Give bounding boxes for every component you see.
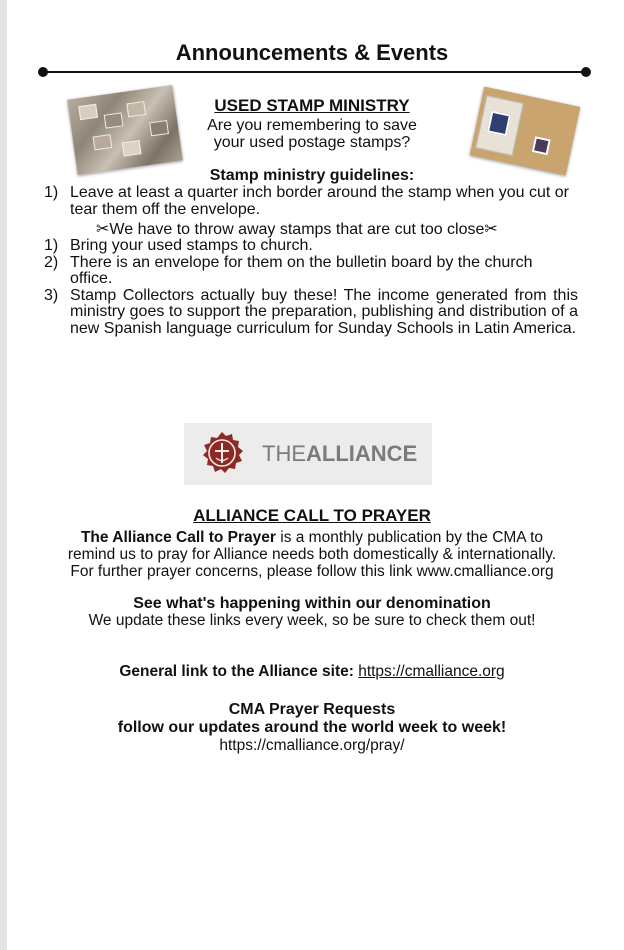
list-number: 2) xyxy=(44,253,59,271)
call-to-prayer-title: The Alliance Call to Prayer xyxy=(80,529,276,546)
denomination-heading: See what's happening within our denomination xyxy=(133,595,491,612)
list-item xyxy=(44,238,578,255)
list-number: 3) xyxy=(44,286,59,304)
call-to-prayer-line1-rest: is a monthly publication by the CMA to xyxy=(275,529,544,546)
cut-warning-note: ✂We have to throw away stamps that are cut too close✂ xyxy=(96,221,498,238)
list-number: 1) xyxy=(44,237,59,254)
alliance-seal-icon xyxy=(198,430,246,478)
guideline-list-b xyxy=(44,238,578,337)
call-to-prayer-line1 xyxy=(40,529,584,546)
list-text: Leave at least a quarter inch border around the stamp when you cut or tear them off the envelope. xyxy=(70,184,569,218)
list-item xyxy=(44,255,578,288)
general-link-line xyxy=(40,663,584,681)
guidelines-heading: Stamp ministry guidelines: xyxy=(209,167,415,184)
list-text: Bring your used stamps to church. xyxy=(70,237,313,254)
list-text: There is an envelope for them on the bulletin board by the church office. xyxy=(70,253,533,287)
list-number: 1) xyxy=(44,184,59,201)
list-item xyxy=(44,185,578,218)
title-divider xyxy=(43,71,586,73)
call-to-prayer-heading: ALLIANCE CALL TO PRAYER xyxy=(193,506,431,525)
cma-prayer-link[interactable]: https://cmalliance.org/pray/ xyxy=(219,737,405,754)
cma-prayer-heading: CMA Prayer Requests xyxy=(228,701,396,718)
divider-dot-right xyxy=(581,67,591,77)
general-link-label: General link to the Alliance site: xyxy=(119,663,359,680)
logo-text-the: THE xyxy=(262,441,306,466)
alliance-logo xyxy=(184,423,432,485)
stamp-question-line1: Are you remembering to save xyxy=(207,117,417,134)
page-edge xyxy=(0,0,7,950)
divider-dot-left xyxy=(38,67,48,77)
page-title: Announcements & Events xyxy=(175,40,449,65)
general-link[interactable]: https://cmalliance.org xyxy=(358,663,505,680)
call-to-prayer-line3: For further prayer concerns, please follow this link www.cmalliance.org xyxy=(70,563,554,580)
call-to-prayer-line2: remind us to pray for Alliance needs both domestically & internationally. xyxy=(67,546,557,563)
stamp-ministry-heading: USED STAMP MINISTRY xyxy=(214,96,410,115)
cma-prayer-subheading: follow our updates around the world week to week! xyxy=(117,719,507,736)
stamp-question-line2: your used postage stamps? xyxy=(213,134,411,151)
guideline-list-a xyxy=(44,185,578,218)
denomination-body: We update these links every week, so be sure to check them out! xyxy=(88,612,536,629)
list-item xyxy=(44,288,578,338)
alliance-logo-text xyxy=(262,441,417,467)
logo-text-alliance: ALLIANCE xyxy=(306,441,418,466)
call-to-prayer-body xyxy=(40,529,584,580)
list-text: Stamp Collectors actually buy these! The income generated from this ministry goes to support the preparation, publishing and distribution of a new Spanish language curriculum for Sunday Schools in Latin America. xyxy=(70,286,578,337)
stamp-question xyxy=(40,117,584,151)
